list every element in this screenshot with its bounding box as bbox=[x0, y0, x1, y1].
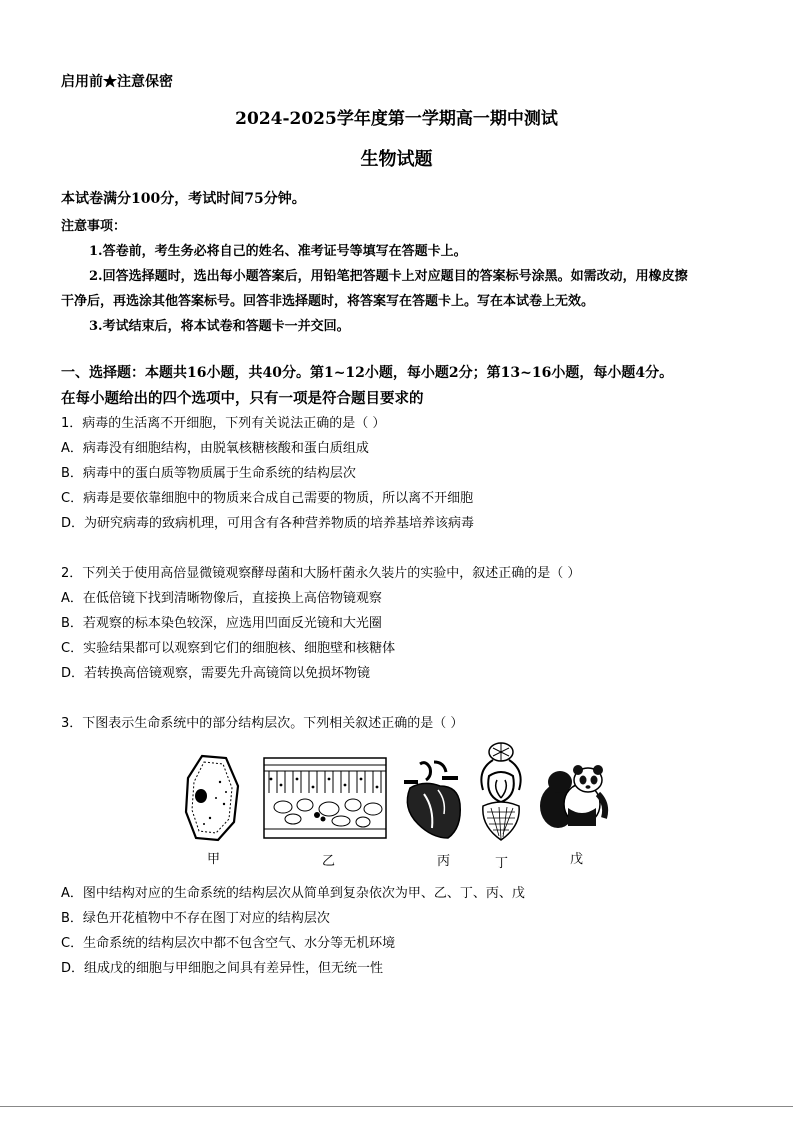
question-1-stem: 1．病毒的生活离不开细胞，下列有关说法正确的是（ ） bbox=[61, 416, 386, 431]
question-2-option-b: B．若观察的标本染色较深，应选用凹面反光镜和大光圈 bbox=[61, 616, 382, 631]
exam-info: 本试卷满分100分，考试时间75分钟。 bbox=[61, 191, 306, 207]
figure-ding-circulatory-system bbox=[473, 740, 529, 850]
notes-heading: 注意事项： bbox=[61, 219, 127, 234]
section-heading: 一、选择题：本题共16小题，共40分。第1~12小题，每小题2分；第13~16小题，每小题4分。 bbox=[61, 365, 674, 381]
section-heading-line2: 在每小题给出的四个选项中，只有一项是符合题目要求的 bbox=[61, 390, 424, 407]
note-item: 2.回答选择题时，选出每小题答案后，用铅笔把答题卡上对应题目的答案标号涂黑。如需改动，用橡皮擦 bbox=[89, 269, 688, 284]
question-1-option-b: B．病毒中的蛋白质等物质属于生命系统的结构层次 bbox=[61, 466, 356, 481]
figure-label-bing: 丙 bbox=[437, 854, 451, 869]
figure-bing-heart bbox=[398, 760, 464, 840]
exam-title: 2024-2025学年度第一学期高一期中测试 bbox=[235, 109, 558, 129]
question-2-option-c: C．实验结果都可以观察到它们的细胞核、细胞壁和核糖体 bbox=[61, 641, 396, 656]
question-3-option-b: B．绿色开花植物中不存在图丁对应的结构层次 bbox=[61, 911, 330, 926]
question-3-option-c: C．生命系统的结构层次中都不包含空气、水分等无机环境 bbox=[61, 936, 396, 951]
figure-label-wu: 戊 bbox=[570, 852, 584, 867]
question-3-option-d: D．组成戊的细胞与甲细胞之间具有差异性，但无统一性 bbox=[61, 961, 384, 976]
question-1-option-c: C．病毒是要依靠细胞中的物质来合成自己需要的物质，所以离不开细胞 bbox=[61, 491, 474, 506]
figure-label-ding: 丁 bbox=[495, 856, 509, 871]
page-bottom-divider bbox=[0, 1106, 793, 1107]
figure-jia-plant-cell bbox=[180, 752, 244, 844]
note-item: 1.答卷前，考生务必将自己的姓名、准考证号等填写在答题卡上。 bbox=[89, 244, 467, 259]
figure-label-yi: 乙 bbox=[322, 854, 336, 869]
subject-title: 生物试题 bbox=[360, 149, 433, 170]
question-2-option-a: A．在低倍镜下找到清晰物像后，直接换上高倍物镜观察 bbox=[61, 591, 382, 606]
secret-mark: 启用前★注意保密 bbox=[61, 74, 173, 90]
question-3-stem: 3．下图表示生命系统中的部分结构层次。下列相关叙述正确的是（ ） bbox=[61, 716, 464, 731]
figure-yi-leaf-tissue bbox=[263, 757, 387, 839]
question-1-option-d: D．为研究病毒的致病机理，可用含有各种营养物质的培养基培养该病毒 bbox=[61, 516, 475, 531]
note-item: 3.考试结束后，将本试卷和答题卡一并交回。 bbox=[89, 319, 350, 334]
figure-label-jia: 甲 bbox=[207, 852, 221, 867]
question-1-option-a: A．病毒没有细胞结构，由脱氧核糖核酸和蛋白质组成 bbox=[61, 441, 369, 456]
question-2-option-d: D．若转换高倍镜观察，需要先升高镜筒以免损坏物镜 bbox=[61, 666, 371, 681]
note-item: 干净后，再选涂其他答案标号。回答非选择题时，将答案写在答题卡上。写在本试卷上无效。 bbox=[61, 294, 595, 309]
question-2-stem: 2．下列关于使用高倍显微镜观察酵母菌和大肠杆菌永久装片的实验中，叙述正确的是（ ） bbox=[61, 566, 581, 581]
question-3-option-a: A．图中结构对应的生命系统的结构层次从简单到复杂依次为甲、乙、丁、丙、戊 bbox=[61, 886, 525, 901]
figure-wu-pandas bbox=[538, 764, 610, 832]
